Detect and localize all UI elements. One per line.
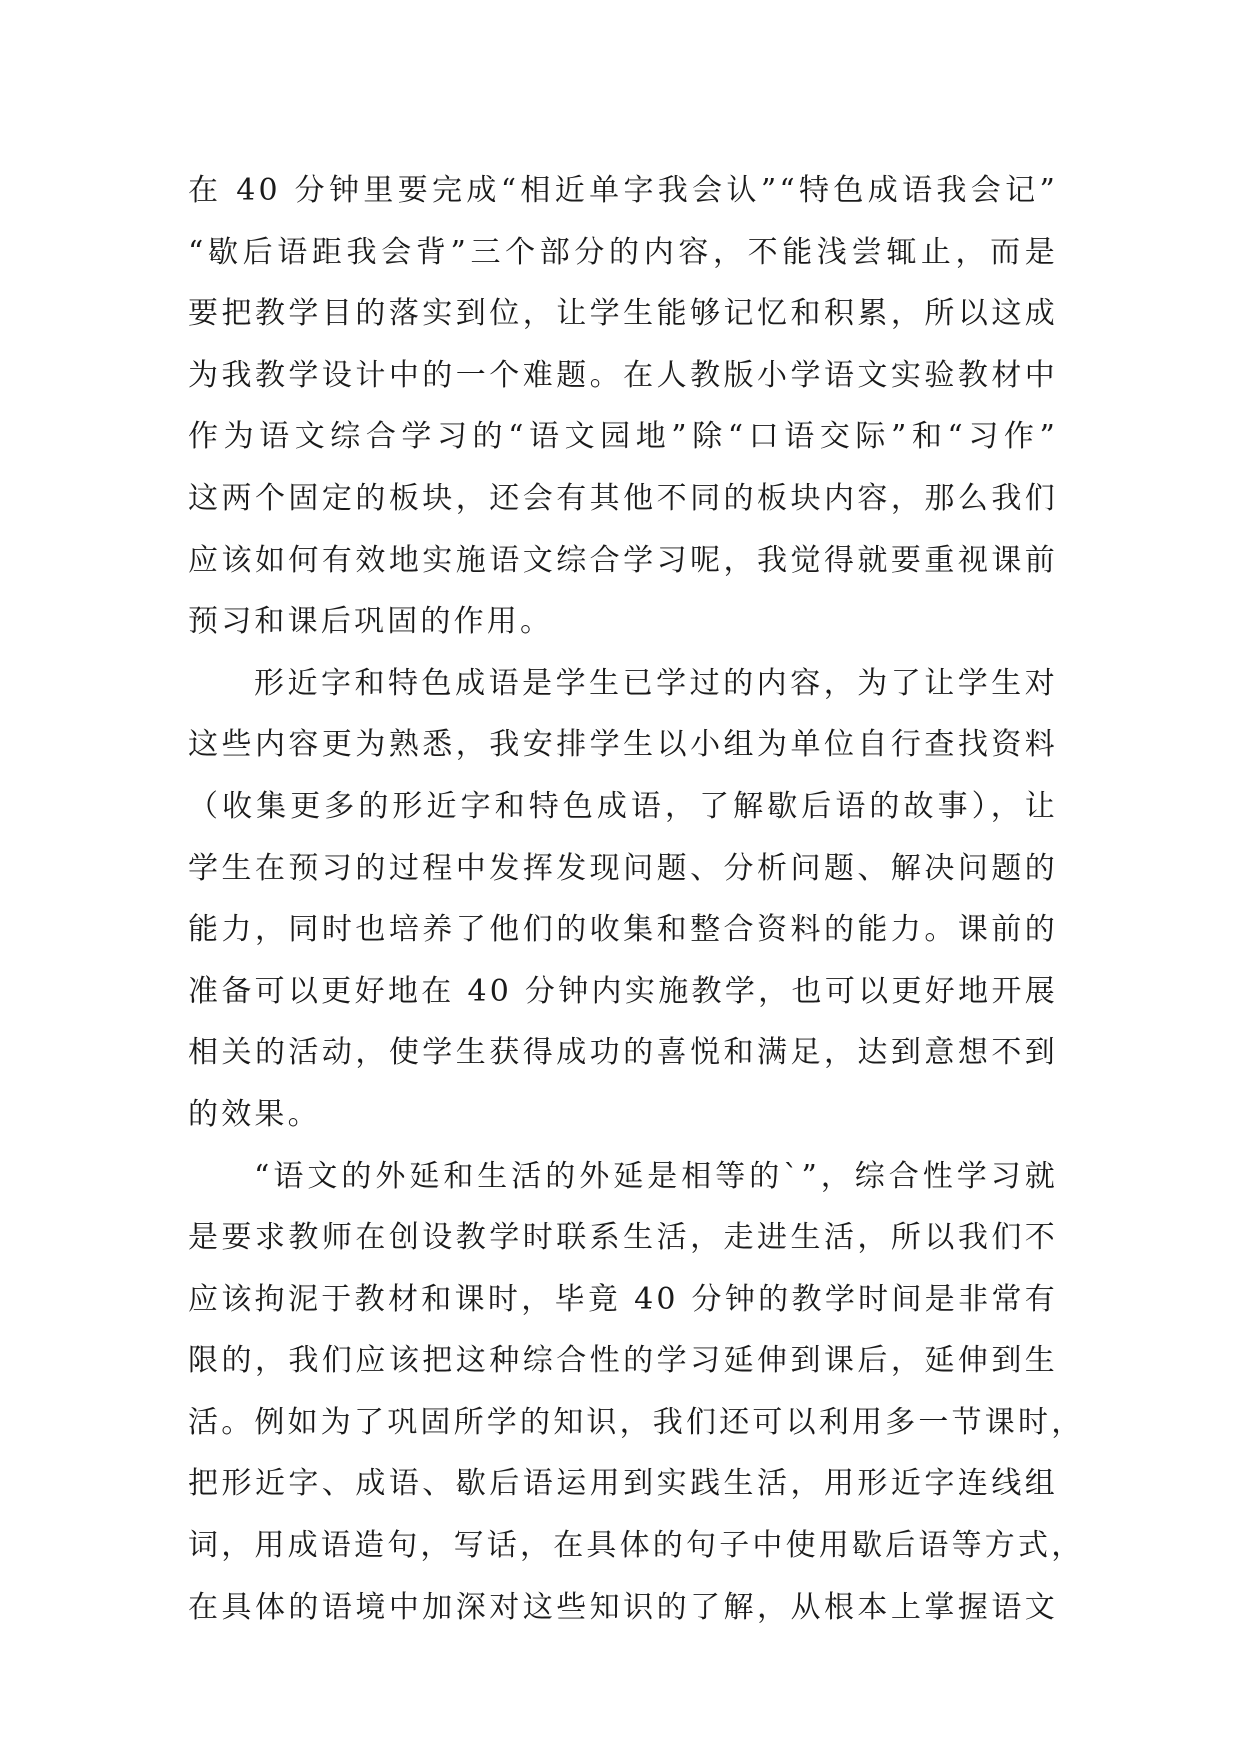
text-line: 作为语文综合学习的“语文园地”除“口语交际”和“习作” bbox=[188, 419, 1058, 455]
text-line: 这两个固定的板块，还会有其他不同的板块内容，那么我们 bbox=[188, 480, 1058, 516]
text-line: 在 40 分钟里要完成“相近单字我会认”“特色成语我会记” bbox=[188, 173, 1058, 208]
text-line: 这些内容更为熟悉，我安排学生以小组为单位自行查找资料 bbox=[188, 727, 1058, 763]
paragraph-first-line: “语文的外延和生活的外延是相等的`”，综合性学习就 bbox=[254, 1158, 1058, 1194]
text-line: 的效果。 bbox=[188, 1096, 321, 1132]
text-line: 应该拘泥于教材和课时，毕竟 40 分钟的教学时间是非常有 bbox=[188, 1281, 1058, 1317]
text-line: 相关的活动，使学生获得成功的喜悦和满足，达到意想不到 bbox=[188, 1035, 1058, 1071]
text-line: 应该如何有效地实施语文综合学习呢，我觉得就要重视课前 bbox=[188, 542, 1058, 578]
text-line: “歇后语距我会背”三个部分的内容，不能浅尝辄止，而是 bbox=[188, 234, 1058, 270]
text-line: 准备可以更好地在 40 分钟内实施教学，也可以更好地开展 bbox=[188, 973, 1058, 1009]
paragraph-first-line: 形近字和特色成语是学生已学过的内容，为了让学生对 bbox=[254, 665, 1058, 701]
text-line: 预习和课后巩固的作用。 bbox=[188, 604, 554, 640]
body-text bbox=[188, 160, 1085, 1638]
text-line: 在具体的语境中加深对这些知识的了解，从根本上掌握语文 bbox=[188, 1589, 1058, 1625]
text-line: （收集更多的形近字和特色成语，了解歇后语的故事），让 bbox=[188, 788, 1058, 824]
text-line: 为我教学设计中的一个难题。在人教版小学语文实验教材中 bbox=[188, 357, 1058, 393]
text-line: 是要求教师在创设教学时联系生活，走进生活，所以我们不 bbox=[188, 1220, 1058, 1256]
text-line: 限的，我们应该把这种综合性的学习延伸到课后，延伸到生 bbox=[188, 1343, 1058, 1379]
text-line: 词，用成语造句，写话，在具体的句子中使用歇后语等方式， bbox=[188, 1528, 1085, 1564]
text-line: 把形近字、成语、歇后语运用到实践生活，用形近字连线组 bbox=[188, 1466, 1058, 1502]
text-line: 活。例如为了巩固所学的知识，我们还可以利用多一节课时， bbox=[188, 1404, 1085, 1440]
text-line: 能力，同时也培养了他们的收集和整合资料的能力。课前的 bbox=[188, 912, 1058, 948]
text-line: 学生在预习的过程中发挥发现问题、分析问题、解决问题的 bbox=[188, 850, 1058, 886]
text-line: 要把教学目的落实到位，让学生能够记忆和积累，所以这成 bbox=[188, 296, 1058, 332]
